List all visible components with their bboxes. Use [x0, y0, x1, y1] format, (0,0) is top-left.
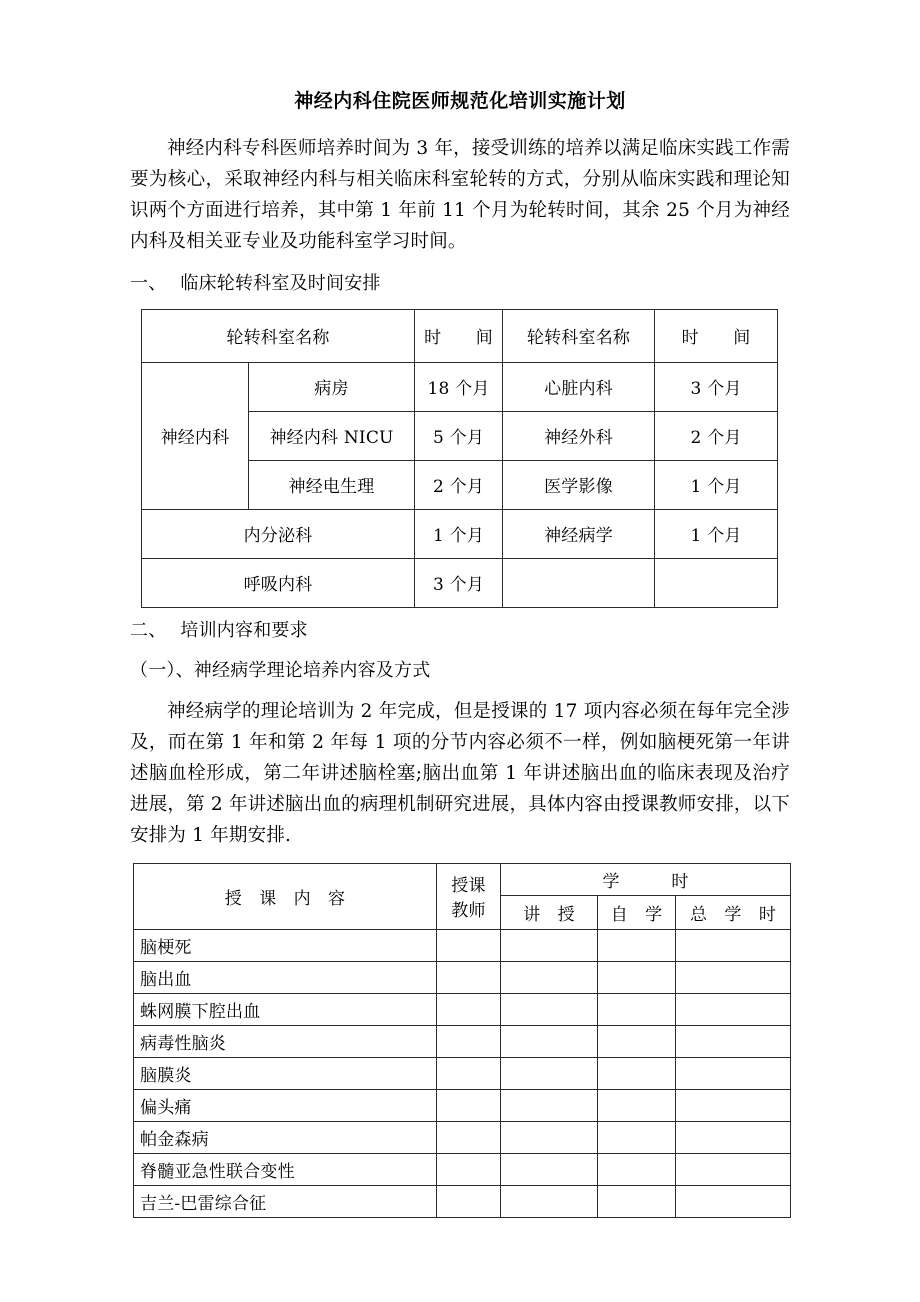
lecture-hours-cell — [501, 1057, 598, 1089]
table-header-row — [142, 309, 778, 362]
teacher-cell — [437, 1121, 501, 1153]
table-row — [134, 1153, 791, 1185]
lecture-hours-cell — [501, 961, 598, 993]
lecture-hours-cell — [501, 1089, 598, 1121]
teacher-cell — [437, 1185, 501, 1217]
topic-parkinsons-disease: 帕金森病 — [134, 1121, 437, 1153]
table-row — [134, 1089, 791, 1121]
dept-neurosurgery: 神经外科 — [503, 411, 655, 460]
header-lecture-hours: 讲 授 — [501, 895, 598, 929]
empty-cell-dept — [503, 558, 655, 607]
sub-dept-ward: 病房 — [249, 362, 415, 411]
section-one-title: 临床轮转科室及时间安排 — [180, 272, 381, 294]
rotation-schedule-table — [141, 309, 778, 608]
dept-medical-imaging: 医学影像 — [503, 460, 655, 509]
header-time-left: 时 间 — [415, 309, 503, 362]
dept-cardiology: 心脏内科 — [503, 362, 655, 411]
topic-migraine: 偏头痛 — [134, 1089, 437, 1121]
sub-dept-electrophysiology-time: 2 个月 — [415, 460, 503, 509]
table-row — [134, 1121, 791, 1153]
sub-dept-nicu-time: 5 个月 — [415, 411, 503, 460]
dept-neurology-science-time: 1 个月 — [655, 509, 778, 558]
teacher-cell — [437, 1153, 501, 1185]
sub-dept-nicu: 神经内科 NICU — [249, 411, 415, 460]
header-dept-name-left: 轮转科室名称 — [142, 309, 415, 362]
lecture-hours-cell — [501, 1121, 598, 1153]
teacher-cell — [437, 1025, 501, 1057]
header-teacher — [437, 863, 501, 929]
total-hours-cell — [676, 1185, 791, 1217]
lecture-hours-cell — [501, 1025, 598, 1057]
teacher-cell — [437, 961, 501, 993]
section-two-number: 二、 — [130, 619, 167, 641]
sub-dept-ward-time: 18 个月 — [415, 362, 503, 411]
self-study-hours-cell — [598, 1057, 676, 1089]
self-study-hours-cell — [598, 993, 676, 1025]
topic-subarachnoid-hemorrhage: 蛛网膜下腔出血 — [134, 993, 437, 1025]
self-study-hours-cell — [598, 961, 676, 993]
header-hours-group: 学 时 — [501, 863, 791, 895]
topic-guillain-barre-syndrome: 吉兰-巴雷综合征 — [134, 1185, 437, 1217]
header-dept-name-right: 轮转科室名称 — [503, 309, 655, 362]
total-hours-cell — [676, 929, 791, 961]
section-heading-one — [130, 269, 790, 299]
table-row — [134, 1057, 791, 1089]
table-row — [134, 993, 791, 1025]
total-hours-cell — [676, 1089, 791, 1121]
self-study-hours-cell — [598, 1025, 676, 1057]
teaching-content-table — [133, 863, 791, 1218]
self-study-hours-cell — [598, 1089, 676, 1121]
total-hours-cell — [676, 1025, 791, 1057]
header-self-study-hours: 自 学 — [598, 895, 676, 929]
table-row — [134, 1025, 791, 1057]
table-row — [134, 929, 791, 961]
lecture-hours-cell — [501, 1185, 598, 1217]
dept-cardiology-time: 3 个月 — [655, 362, 778, 411]
dept-respiratory: 呼吸内科 — [142, 558, 415, 607]
total-hours-cell — [676, 1057, 791, 1089]
group-label-neurology: 神经内科 — [142, 362, 249, 509]
dept-neurosurgery-time: 2 个月 — [655, 411, 778, 460]
total-hours-cell — [676, 1153, 791, 1185]
self-study-hours-cell — [598, 929, 676, 961]
page-title: 神经内科住院医师规范化培训实施计划 — [294, 90, 626, 112]
table-row — [142, 362, 778, 411]
total-hours-cell — [676, 961, 791, 993]
table-row — [134, 1185, 791, 1217]
teacher-cell — [437, 1057, 501, 1089]
self-study-hours-cell — [598, 1121, 676, 1153]
dept-medical-imaging-time: 1 个月 — [655, 460, 778, 509]
teacher-cell — [437, 929, 501, 961]
teacher-cell — [437, 993, 501, 1025]
dept-respiratory-time: 3 个月 — [415, 558, 503, 607]
header-teaching-content: 授 课 内 容 — [134, 863, 437, 929]
self-study-hours-cell — [598, 1153, 676, 1185]
lecture-hours-cell — [501, 993, 598, 1025]
theory-paragraph: 神经病学的理论培训为 2 年完成，但是授课的 17 项内容必须在每年完全涉及，而在第 1 年和第 2 年每 1 项的分节内容必须不一样，例如脑梗死第一年讲述脑血栓形成，第二年讲述脑栓塞;脑出血第 1 年讲述脑出血的临床表现及治疗进展，第 2 年讲述脑出血的病理机制研究进展，具体内容由授课教师安排，以下安排为 1 年期安排. — [130, 700, 790, 846]
header-total-hours: 总 学 时 — [676, 895, 791, 929]
self-study-hours-cell — [598, 1185, 676, 1217]
subsection-heading-one: （一）、神经病学理论培养内容及方式 — [130, 659, 431, 681]
table-row — [134, 961, 791, 993]
topic-cerebral-infarction: 脑梗死 — [134, 929, 437, 961]
intro-paragraph: 神经内科专科医师培养时间为 3 年，接受训练的培养以满足临床实践工作需要为核心，采取神经内科与相关临床科室轮转的方式，分别从临床实践和理论知识两个方面进行培养，其中第 1 年前 11 个月为轮转时间，其余 25 个月为神经内科及相关亚专业及功能科室学习时间。 — [130, 137, 790, 252]
sub-dept-electrophysiology: 神经电生理 — [249, 460, 415, 509]
header-time-right: 时 间 — [655, 309, 778, 362]
table-row — [142, 509, 778, 558]
header-teacher-line1: 授课 — [451, 876, 486, 897]
section-one-number: 一、 — [130, 272, 167, 294]
lecture-hours-cell — [501, 929, 598, 961]
dept-neurology-science: 神经病学 — [503, 509, 655, 558]
topic-subacute-combined-degeneration: 脊髓亚急性联合变性 — [134, 1153, 437, 1185]
section-heading-two — [130, 616, 790, 646]
empty-cell-time — [655, 558, 778, 607]
topic-cerebral-hemorrhage: 脑出血 — [134, 961, 437, 993]
section-two-title: 培训内容和要求 — [180, 619, 308, 641]
table-row — [142, 558, 778, 607]
topic-viral-encephalitis: 病毒性脑炎 — [134, 1025, 437, 1057]
teacher-cell — [437, 1089, 501, 1121]
total-hours-cell — [676, 1121, 791, 1153]
dept-endocrinology: 内分泌科 — [142, 509, 415, 558]
table-header-row — [134, 863, 791, 895]
topic-meningitis: 脑膜炎 — [134, 1057, 437, 1089]
dept-endocrinology-time: 1 个月 — [415, 509, 503, 558]
total-hours-cell — [676, 993, 791, 1025]
header-teacher-line2: 教师 — [451, 901, 486, 922]
lecture-hours-cell — [501, 1153, 598, 1185]
